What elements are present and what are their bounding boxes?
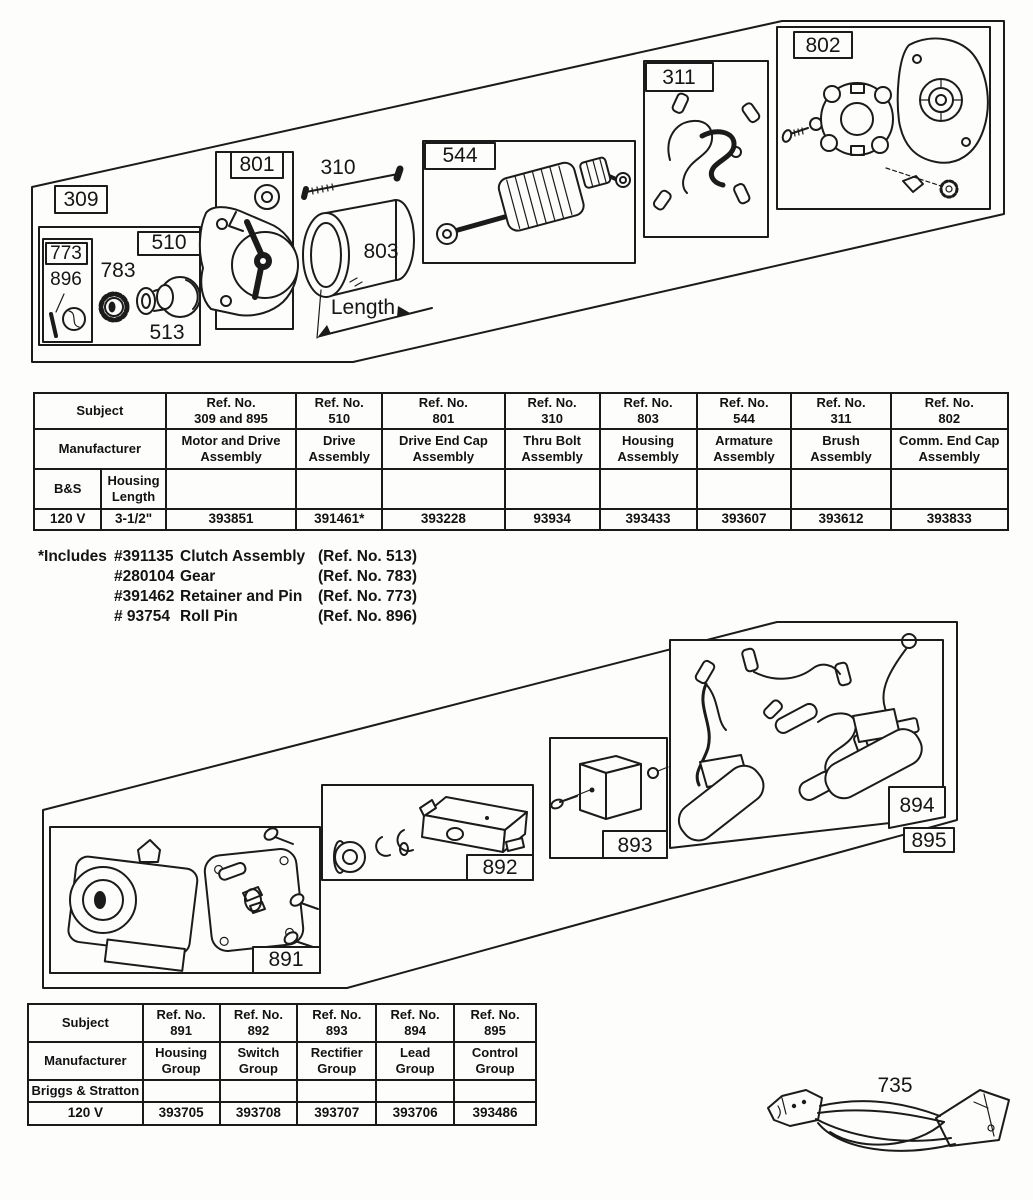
- callout-773-label: 773: [50, 243, 82, 264]
- grommet-drawing: [334, 841, 365, 873]
- power-cord-figure: [748, 1056, 1033, 1180]
- housing-length-cell: Housing Length: [101, 469, 165, 509]
- assembly-name-cell: Housing Assembly: [600, 429, 697, 469]
- maker-cell: Briggs & Stratton: [28, 1080, 143, 1102]
- part-number-cell: 393486: [454, 1102, 536, 1125]
- switch-group-box: [322, 785, 533, 880]
- starter-motor-exploded-diagram: [0, 0, 1033, 390]
- group-name-cell: Lead Group: [376, 1042, 454, 1080]
- empty-cell: [166, 469, 297, 509]
- control-parts-table: [27, 1003, 537, 1126]
- callout-311-label: 311: [662, 66, 696, 89]
- table-row: [28, 1004, 536, 1042]
- callout-893-label: 893: [617, 834, 653, 857]
- table-row: [34, 469, 1008, 509]
- empty-cell: [297, 1080, 376, 1102]
- manufacturer-header-cell: Manufacturer: [28, 1042, 143, 1080]
- voltage-cell: 120 V: [34, 509, 101, 530]
- brush-assembly-box: [644, 61, 768, 237]
- callout-544-label: 544: [442, 144, 478, 167]
- empty-cell: [382, 469, 505, 509]
- assembly-name-cell: Drive End Cap Assembly: [382, 429, 505, 469]
- ref-header-cell: Ref. No. 310: [505, 393, 600, 429]
- footnote-desc: Clutch Assembly: [180, 548, 306, 565]
- table-row: [34, 509, 1008, 530]
- footnote-part: # 93754: [114, 608, 171, 625]
- part-number-cell: 391461*: [296, 509, 382, 530]
- comm-end-cap-box: [777, 27, 990, 209]
- table-row: [34, 429, 1008, 469]
- ref-header-cell: Ref. No. 801: [382, 393, 505, 429]
- gear-drawing: [101, 294, 127, 320]
- part-number-cell: 93934: [505, 509, 600, 530]
- callout-895-label: 895: [911, 829, 947, 852]
- callout-513-label: 513: [149, 321, 185, 344]
- empty-cell: [505, 469, 600, 509]
- housing-group-box: [50, 826, 320, 973]
- callout-783-label: 783: [100, 259, 136, 282]
- voltage-cell: 120 V: [28, 1102, 143, 1125]
- control-groups-exploded-diagram: [0, 612, 1033, 1004]
- empty-cell: [791, 469, 890, 509]
- callout-803-label: 803: [363, 240, 399, 263]
- callout-310-label: 310: [320, 156, 356, 179]
- part-number-cell: 393607: [697, 509, 792, 530]
- callout-309: [55, 186, 107, 213]
- ref-header-cell: Ref. No. 891: [143, 1004, 220, 1042]
- empty-cell: [296, 469, 382, 509]
- callout-801-label: 801: [239, 153, 275, 176]
- empty-cell: [143, 1080, 220, 1102]
- footnote-desc: Roll Pin: [180, 608, 238, 625]
- callout-802-label: 802: [805, 34, 841, 57]
- part-number-cell: 393851: [166, 509, 297, 530]
- part-number-cell: 393833: [891, 509, 1008, 530]
- part-number-cell: 393705: [143, 1102, 220, 1125]
- ref-header-cell: Ref. No. 802: [891, 393, 1008, 429]
- callout-892-label: 892: [482, 856, 518, 879]
- footnote-ref: (Ref. No. 783): [318, 568, 418, 585]
- ref-header-cell: Ref. No. 895: [454, 1004, 536, 1042]
- group-name-cell: Switch Group: [220, 1042, 298, 1080]
- footnote-part: #391135: [114, 548, 174, 565]
- part-number-cell: 393706: [376, 1102, 454, 1125]
- part-number-cell: 393433: [600, 509, 697, 530]
- assembly-name-cell: Drive Assembly: [296, 429, 382, 469]
- footnote-part: #391462: [114, 588, 175, 605]
- table-row: [28, 1042, 536, 1080]
- starter-parts-table: [33, 392, 1009, 531]
- empty-cell: [600, 469, 697, 509]
- subject-header-cell: Subject: [34, 393, 166, 429]
- callout-894-label: 894: [899, 794, 935, 817]
- footnote-part: #280104: [114, 568, 175, 585]
- ref-header-cell: Ref. No. 544: [697, 393, 792, 429]
- maker-cell: B&S: [34, 469, 101, 509]
- part-number-cell: 393612: [791, 509, 890, 530]
- ref-header-cell: Ref. No. 893: [297, 1004, 376, 1042]
- part-number-cell: 393708: [220, 1102, 298, 1125]
- length-value-cell: 3-1/2": [101, 509, 165, 530]
- table-row: [34, 393, 1008, 429]
- assembly-name-cell: Thru Bolt Assembly: [505, 429, 600, 469]
- ref-header-cell: Ref. No. 510: [296, 393, 382, 429]
- assembly-name-cell: Brush Assembly: [791, 429, 890, 469]
- ref-header-cell: Ref. No. 892: [220, 1004, 298, 1042]
- part-number-cell: 393228: [382, 509, 505, 530]
- footnote-desc: Retainer and Pin: [180, 588, 303, 605]
- power-cord-drawing: [768, 1090, 1009, 1151]
- group-name-cell: Housing Group: [143, 1042, 220, 1080]
- callout-309-label: 309: [63, 188, 99, 211]
- footnote-ref: (Ref. No. 513): [318, 548, 418, 565]
- assembly-name-cell: Motor and Drive Assembly: [166, 429, 297, 469]
- footnote-prefix: *Includes: [38, 548, 107, 565]
- ref-header-cell: Ref. No. 894: [376, 1004, 454, 1042]
- empty-cell: [454, 1080, 536, 1102]
- rectifier-group-box: [550, 738, 668, 858]
- ref-header-cell: Ref. No. 311: [791, 393, 890, 429]
- empty-cell: [891, 469, 1008, 509]
- lead-group-box: [670, 634, 954, 852]
- brush-holder-plate-drawing: [821, 83, 893, 155]
- callout-735-label: 735: [877, 1074, 913, 1097]
- group-name-cell: Control Group: [454, 1042, 536, 1080]
- manufacturer-header-cell: Manufacturer: [34, 429, 166, 469]
- length-label: Length: [330, 296, 396, 319]
- callout-891-label: 891: [268, 948, 304, 971]
- table-row: [28, 1102, 536, 1125]
- callout-510-label: 510: [151, 231, 187, 254]
- table-row: [28, 1080, 536, 1102]
- footnote-ref: (Ref. No. 896): [318, 608, 418, 625]
- callout-896-label: 896: [50, 269, 82, 290]
- footnote-ref: (Ref. No. 773): [318, 588, 418, 605]
- ref-header-cell: Ref. No. 309 and 895: [166, 393, 297, 429]
- assembly-name-cell: Armature Assembly: [697, 429, 792, 469]
- part-number-cell: 393707: [297, 1102, 376, 1125]
- empty-cell: [376, 1080, 454, 1102]
- empty-cell: [697, 469, 792, 509]
- empty-cell: [220, 1080, 298, 1102]
- armature-box: [423, 141, 635, 263]
- grommet-drawing: [255, 185, 279, 209]
- ref-header-cell: Ref. No. 803: [600, 393, 697, 429]
- footnote-desc: Gear: [180, 568, 216, 585]
- group-name-cell: Rectifier Group: [297, 1042, 376, 1080]
- subject-header-cell: Subject: [28, 1004, 143, 1042]
- end-cap-casting-drawing: [898, 39, 988, 163]
- assembly-name-cell: Comm. End Cap Assembly: [891, 429, 1008, 469]
